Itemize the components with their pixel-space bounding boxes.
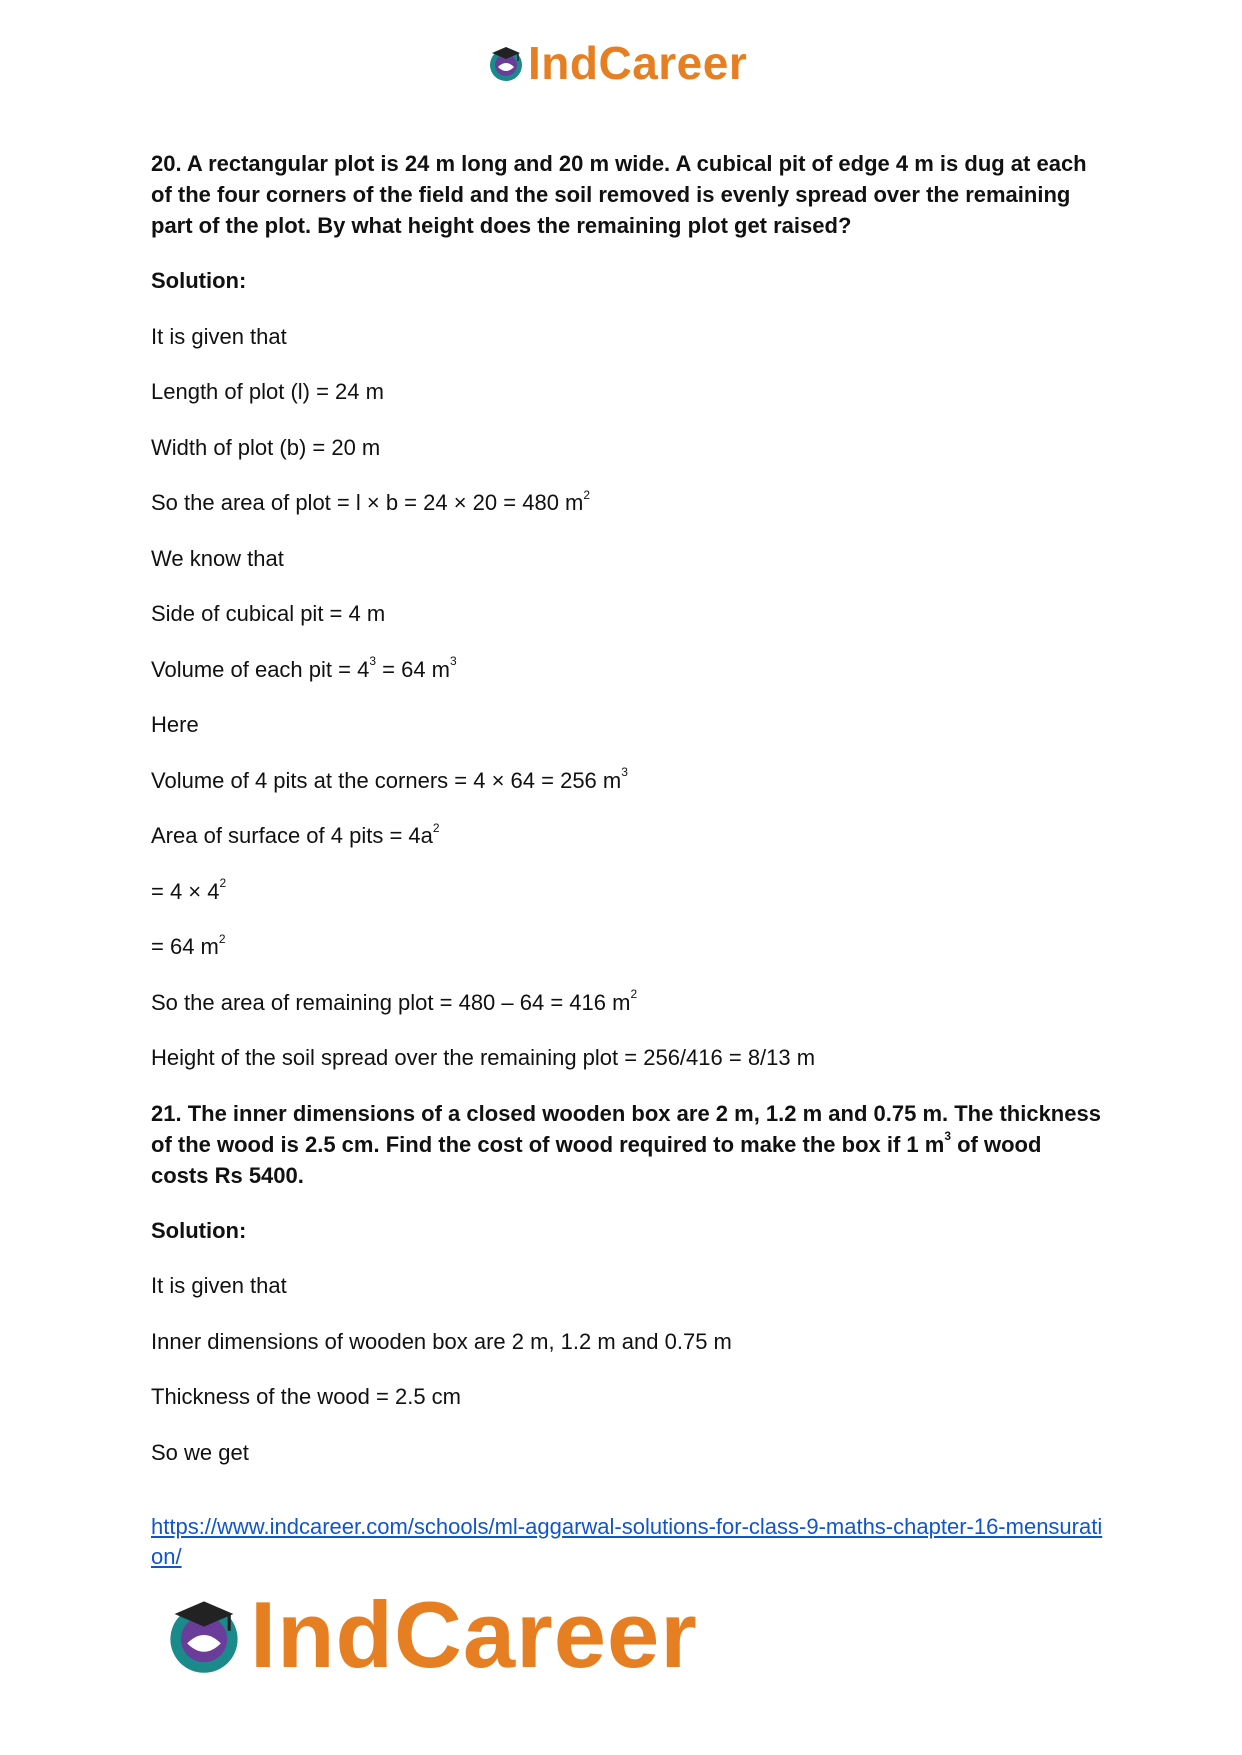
footer-logo: [162, 1582, 698, 1687]
solution-line: Thickness of the wood = 2.5 cm: [151, 1384, 461, 1409]
solution-line: Length of plot (l) = 24 m: [151, 379, 384, 404]
solution-line: Height of the soil spread over the remaining plot = 256/416 = 8/13 m: [151, 1045, 816, 1070]
graduation-cap-logo-icon: [486, 43, 526, 83]
question-20: 20. A rectangular plot is 24 m long and 20 m wide. A cubical pit of edge 4 m is dug at each of the four corners of the field and the soil removed is evenly spread over the remaining part of the plot. By what height does the remaining plot get raised?: [151, 151, 1087, 238]
solution-line: It is given that: [151, 323, 287, 349]
solution-label-20: Solution:: [151, 268, 247, 293]
source-link[interactable]: https://www.indcareer.com/schools/ml-aggarwal-solutions-for-class-9-maths-chapter-16-mensuration/: [151, 1514, 1103, 1569]
solution-line: Volume of each pit = $4^3 = 64$ $m^3$: [151, 654, 457, 682]
solution-line: Side of cubical pit = 4 m: [151, 601, 386, 626]
solution-line: Volume of 4 pits at the corners = 4 × 64 = 256 $m^3$: [151, 765, 628, 793]
solution-line: It is given that: [151, 1273, 287, 1298]
solution-line: = 64 $m^2$: [151, 931, 226, 959]
header-logo: [486, 37, 748, 89]
header-logo-text: IndCareer: [528, 37, 748, 89]
solution-line: So the area of plot = l × b = 24 × 20 = 480 $m^2$: [151, 487, 591, 515]
solution-line: Width of plot (b) = 20 m: [151, 434, 381, 460]
solution-line: Area of surface of 4 pits = $4a^2$: [151, 820, 440, 848]
solution-line: So we get: [151, 1439, 249, 1465]
solution-line: We know that: [151, 545, 284, 571]
solution-label-21: Solution:: [151, 1217, 247, 1243]
solution-line: Inner dimensions of wooden box are 2 m, 1.2 m and 0.75 m: [151, 1328, 732, 1354]
solution-line: = $4 \times 4^2$: [151, 876, 227, 904]
solution-line: Here: [151, 712, 199, 737]
graduation-cap-logo-icon: [162, 1593, 246, 1677]
footer-logo-text: IndCareer: [250, 1582, 698, 1687]
document-body: [151, 148, 1101, 1492]
question-21: 21. The inner dimensions of a closed wooden box are 2 m, 1.2 m and 0.75 m. The thickness of the wood is 2.5 cm. Find the cost of wood required to make the box if 1 $m^3$ of wood costs Rs 5400.: [151, 1100, 1101, 1188]
solution-line: So the area of remaining plot = 480 – 64 = 416 $m^2$: [151, 987, 638, 1015]
